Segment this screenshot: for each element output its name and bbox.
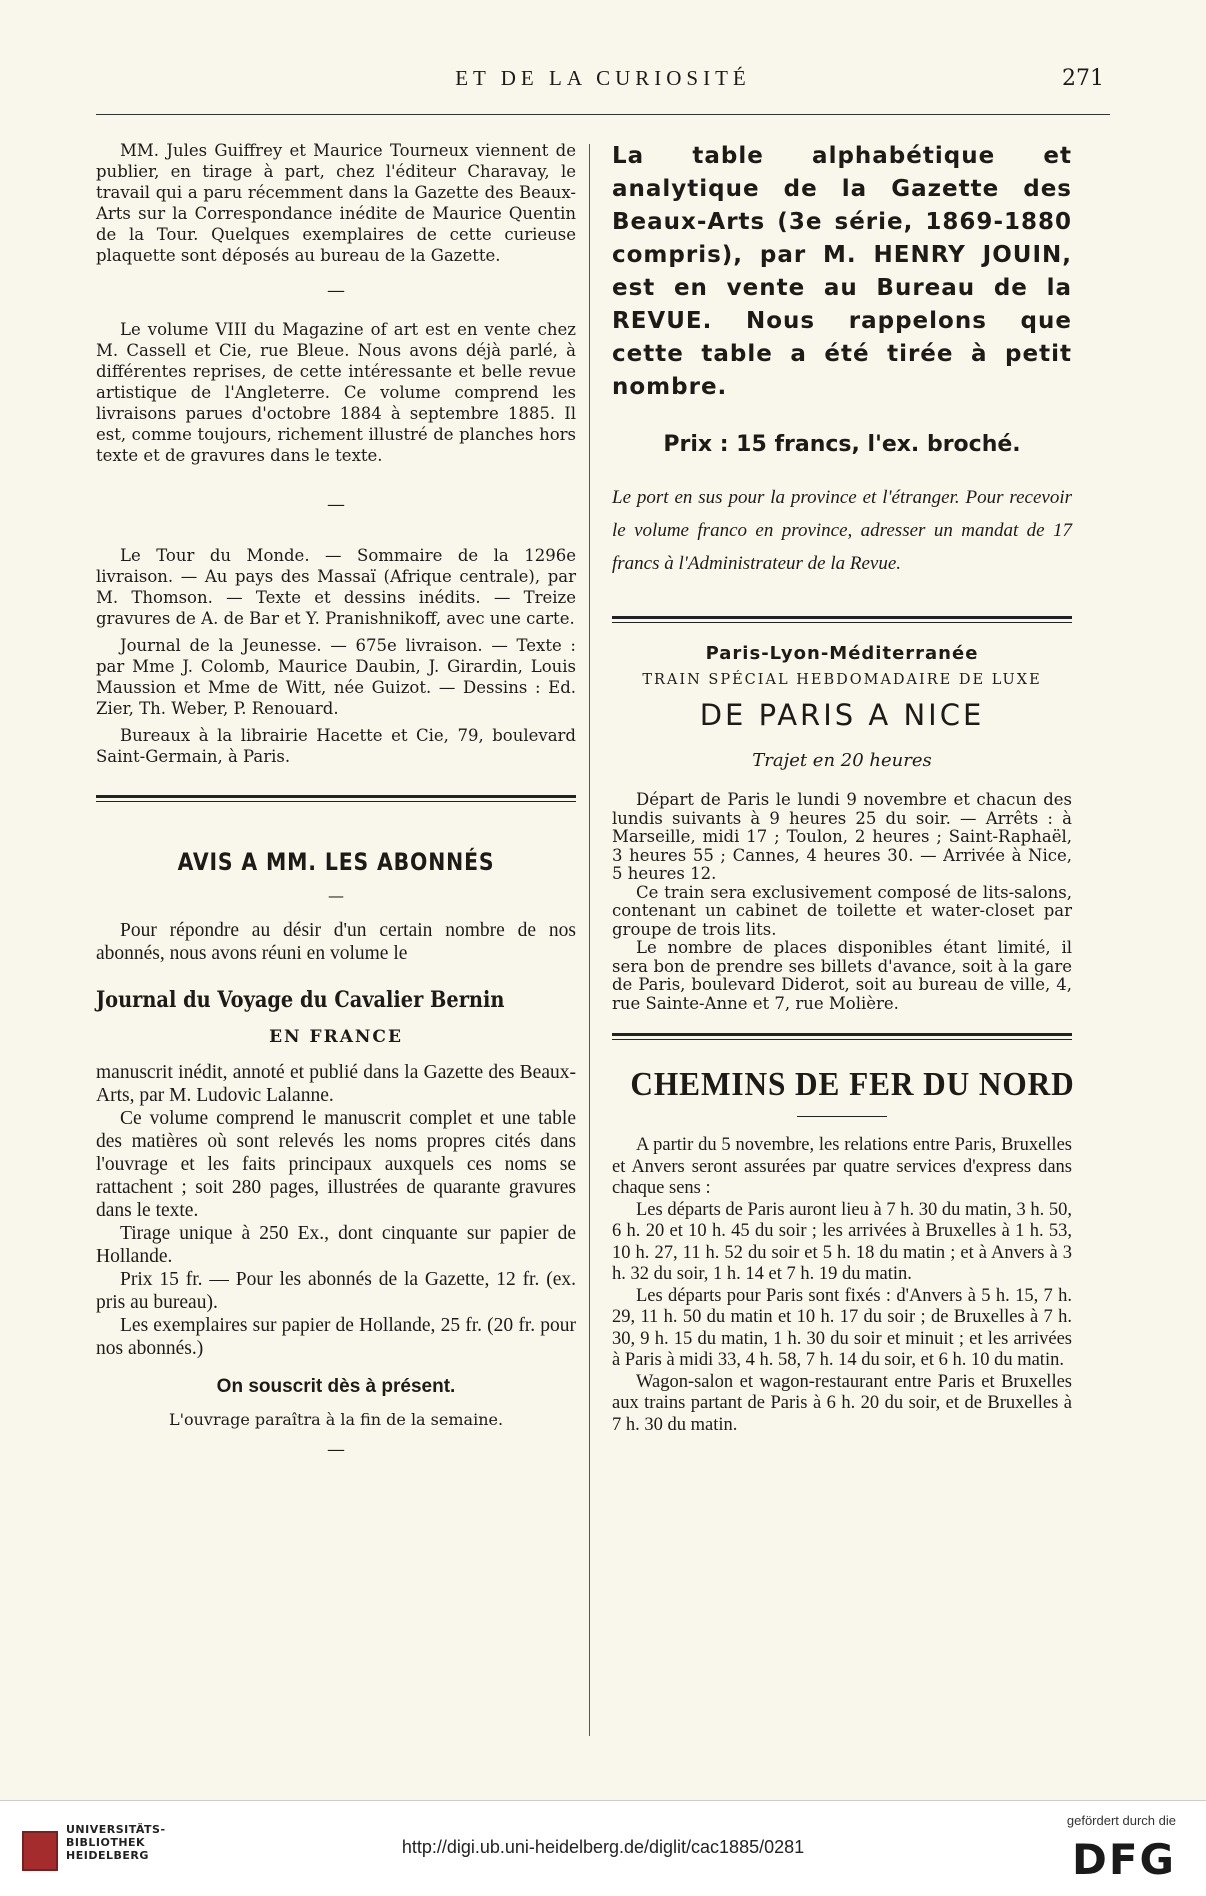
separator-dash: — xyxy=(328,886,344,905)
port-notice: Le port en sus pour la province et l'étranger. Pour recevoir le volume franco en province, adresser un mandat de 17 francs à l'Administrateur de la Revue. xyxy=(612,487,1072,574)
paraitra-line: L'ouvrage paraîtra à la fin de la semaine. xyxy=(168,1410,504,1429)
right-column xyxy=(612,140,1075,1436)
plm-places-paragraph: Le nombre de places disponibles étant limité, il sera bon de prendre ses billets d'avance, soit à la gare de Paris, boulevard Diderot, soit au bureau de ville, 4, rue Sainte-Anne et 7, rue Molière. xyxy=(612,938,1072,1013)
prix-paragraph: Prix 15 fr. — Pour les abonnés de la Gazette, 12 fr. (ex. pris au bureau). xyxy=(96,1269,576,1313)
left-column xyxy=(96,140,576,1478)
end-dash: — xyxy=(327,1439,345,1460)
page-number: 271 xyxy=(1062,66,1104,91)
notice-journal-jeunesse: Journal de la Jeunesse. — 675e livraison. — Texte : par Mme J. Colomb, Maurice Daubin, J. Girardin, Louis Maussion et Mme de Witt, née Guizot. — Dessins : Ed. Zier, Th. Weber, P. Renouard. xyxy=(96,636,576,718)
avis-heading: AVIS A MM. LES ABONNÉS xyxy=(177,848,495,876)
plm-main-heading: DE PARIS A NICE xyxy=(699,698,985,732)
volume-paragraph: Ce volume comprend le manuscrit complet et une table des matières où sont relevés les noms propres cités dans l'ouvrage et les faits principaux auxquels ces noms se rattachent ; soit 280 pages, illustrées de quarante gravures dans le texte. xyxy=(96,1108,576,1221)
funding-label: gefördert durch die xyxy=(1066,1813,1176,1828)
column-divider xyxy=(589,144,590,1736)
separator-dash: — xyxy=(327,280,345,301)
university-name: UNIVERSITÄTS- BIBLIOTHEK HEIDELBERG xyxy=(66,1823,166,1862)
nord-rule xyxy=(797,1116,887,1117)
plm-heading: Paris-Lyon-Méditerranée xyxy=(705,643,979,664)
plm-subheading: TRAIN SPÉCIAL HEBDOMADAIRE DE LUXE xyxy=(642,672,1042,688)
en-france-heading: EN FRANCE xyxy=(269,1027,403,1047)
manuscrit-paragraph: manuscrit inédit, annoté et publié dans la Gazette des Beaux-Arts, par M. Ludovic Lalanne. xyxy=(96,1062,576,1106)
source-url-link[interactable]: http://digi.ub.uni-heidelberg.de/diglit/cac1885/0281 xyxy=(401,1837,805,1857)
nord-relations-paragraph: A partir du 5 novembre, les relations entre Paris, Bruxelles et Anvers seront assurées par quatre services d'express dans chaque sens : xyxy=(612,1135,1072,1198)
separator-dash: — xyxy=(327,494,345,515)
nord-heading: CHEMINS DE FER DU NORD xyxy=(630,1066,1075,1103)
double-rule xyxy=(612,616,1072,623)
journal-heading: Journal du Voyage du Cavalier Bernin xyxy=(96,987,505,1013)
prix-line: Prix : 15 francs, l'ex. broché. xyxy=(663,432,1021,457)
souscrit-line: On souscrit dès à présent. xyxy=(216,1376,456,1397)
notice-tour-du-monde: Le Tour du Monde. — Sommaire de la 1296e livraison. — Au pays des Massaï (Afrique centrale), par M. Thomson. — Texte et dessins inédits. — Treize gravures de A. de Bar et Y. Pranishnikoff, avec une carte. xyxy=(96,546,576,628)
double-rule xyxy=(96,795,576,802)
tirage-paragraph: Tirage unique à 250 Ex., dont cinquante sur papier de Hollande. xyxy=(96,1223,576,1267)
double-rule xyxy=(612,1033,1072,1040)
nord-wagon-paragraph: Wagon-salon et wagon-restaurant entre Paris et Bruxelles aux trains partant de Paris à 6 h. 20 du soir, et de Bruxelles à 7 h. 30 du matin. xyxy=(612,1371,1072,1435)
nord-departs-anvers-paragraph: Les départs pour Paris sont fixés : d'Anvers à 5 h. 15, 7 h. 29, 11 h. 50 du matin et 10 h. 17 du soir ; de Bruxelles à 7 h. 30, 9 h. 15 du matin, 1 h. 30 du soir et minuit ; et les arrivées à Paris à midi 33, 4 h. 58, 7 h. 14 du soir, et 6 h. 10 du matin. xyxy=(612,1285,1072,1370)
nord-departs-paris-paragraph: Les départs de Paris auront lieu à 7 h. 30 du matin, 3 h. 50, 6 h. 20 et 10 h. 45 du soir ; les arrivées à Bruxelles à 1 h. 53, 10 h. 27, 11 h. 52 du soir et 5 h. 18 du matin ; et à Anvers à 3 h. 32 du soir, 1 h. 14 et 7 h. 19 du matin. xyxy=(612,1199,1072,1284)
header-rule xyxy=(96,114,1110,115)
running-header xyxy=(96,66,1110,102)
notice-guiffrey: MM. Jules Guiffrey et Maurice Tourneux viennent de publier, en tirage à part, chez l'éditeur Charavay, le travail qui a paru récemment dans la Gazette des Beaux-Arts sur la Correspondance inédite de Maurice Quentin de la Tour. Quelques exemplaires de cette curieuse plaquette sont déposés au bureau de la Gazette. xyxy=(96,141,576,265)
notice-bureaux: Bureaux à la librairie Hacette et Cie, 79, boulevard Saint-Germain, à Paris. xyxy=(96,726,576,766)
avis-paragraph: Pour répondre au désir d'un certain nombre de nos abonnés, nous avons réuni en volume le xyxy=(96,920,576,964)
plm-depart-paragraph: Départ de Paris le lundi 9 novembre et chacun des lundis suivants à 9 heures 25 du soir. — Arrêts : à Marseille, midi 17 ; Toulon, 2 heures ; Saint-Raphaël, 3 heures 55 ; Cannes, 4 heures 30. — Arrivée à Nice, 5 heures 12. xyxy=(612,790,1072,883)
dfg-logo: DFG xyxy=(1071,1835,1176,1884)
header-title: ET DE LA CURIOSITÉ xyxy=(455,66,751,90)
digitization-footer xyxy=(0,1800,1206,1896)
trajet-line: Trajet en 20 heures xyxy=(752,750,932,771)
notice-magazine-of-art: Le volume VIII du Magazine of art est en vente chez M. Cassell et Cie, rue Bleue. Nous avons déjà parlé, à différentes reprises, de cette intéressante et belle revue artistique de l'Angleterre. Ce volume comprend les livraisons parues d'octobre 1884 à septembre 1885. Il est, comme toujours, richement illustré de planches hors texte et de gravures dans le texte. xyxy=(96,320,576,465)
hollande-paragraph: Les exemplaires sur papier de Hollande, 25 fr. (20 fr. pour nos abonnés.) xyxy=(96,1315,576,1359)
plm-train-paragraph: Ce train sera exclusivement composé de lits-salons, contenant un cabinet de toilette et water-closet par groupe de trois lits. xyxy=(612,882,1072,939)
table-alphabetique-notice: La table alphabétique et analytique de la Gazette des Beaux-Arts (3e série, 1869-1880 compris), par M. HENRY JOUIN, est en vente au Bureau de la REVUE. Nous rappelons que cette table a été tirée à petit nombre. xyxy=(612,143,1072,400)
